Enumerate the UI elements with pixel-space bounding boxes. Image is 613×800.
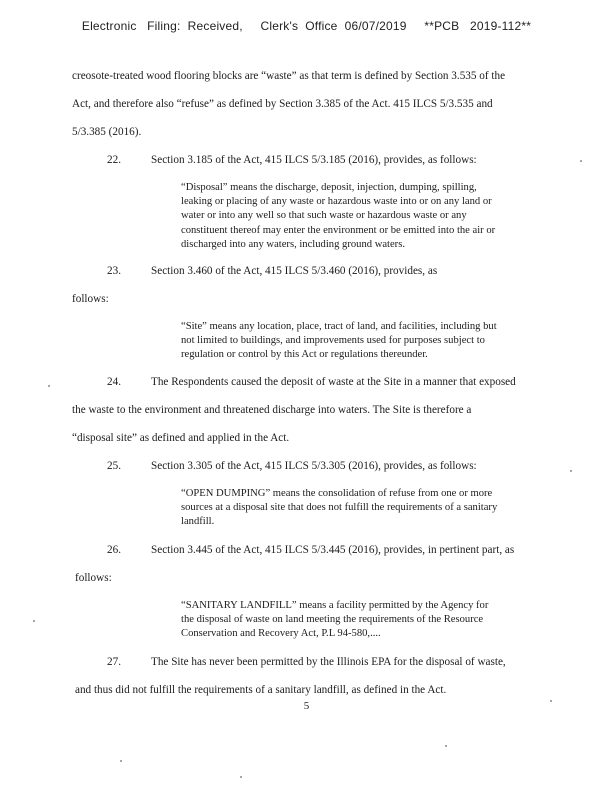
scan-speck bbox=[33, 620, 35, 622]
scan-speck bbox=[48, 385, 50, 387]
paragraph-number: 23. bbox=[107, 265, 121, 277]
paragraph-text: The Site has never been permitted by the Illinois EPA for the disposal of waste, bbox=[151, 656, 506, 668]
intro-line-2: Act, and therefore also “refuse” as defined by Section 3.385 of the Act. 415 ILCS 5/3.535 and bbox=[72, 98, 493, 110]
paragraph-26-continued: follows: bbox=[75, 572, 112, 584]
paragraph-24-line-2: the waste to the environment and threatened discharge into waters. The Site is therefore a bbox=[72, 404, 472, 416]
paragraph-number: 26. bbox=[107, 544, 121, 556]
paragraph-number: 22. bbox=[107, 154, 121, 166]
paragraph-text: Section 3.460 of the Act, 415 ILCS 5/3.460 (2016), provides, as bbox=[151, 265, 438, 277]
paragraph-27-line-2: and thus did not fulfill the requirements of a sanitary landfill, as defined in the Act. bbox=[75, 684, 447, 696]
paragraph-text: Section 3.185 of the Act, 415 ILCS 5/3.185 (2016), provides, as follows: bbox=[151, 154, 477, 166]
paragraph-number: 25. bbox=[107, 460, 121, 472]
intro-line-1: creosote-treated wood flooring blocks are “waste” as that term is defined by Section 3.535 of the bbox=[72, 70, 506, 82]
sanitary-landfill-definition-quote: “SANITARY LANDFILL” means a facility permitted by the Agency for the disposal of waste on land meeting the requirements of the Resource Conservation and Recovery Act, P.L 94-580,.... bbox=[181, 600, 489, 640]
open-dumping-definition-quote: “OPEN DUMPING” means the consolidation of refuse from one or more sources at a disposal site that does not fulfill the requirements of a sanitary landfill. bbox=[181, 488, 498, 528]
paragraph-number: 24. bbox=[107, 376, 121, 388]
scan-speck bbox=[445, 745, 447, 747]
paragraph-number: 27. bbox=[107, 656, 121, 668]
paragraph-27 bbox=[107, 656, 506, 669]
paragraph-25 bbox=[107, 460, 477, 473]
paragraph-23 bbox=[107, 265, 437, 278]
filing-header: Electronic Filing: Received, Clerk's Office 06/07/2019 **PCB 2019-112** bbox=[81, 19, 532, 33]
scan-speck bbox=[550, 700, 552, 702]
paragraph-26 bbox=[107, 544, 514, 557]
site-definition-quote: “Site” means any location, place, tract of land, and facilities, including but not limited to buildings, and improvements used for purposes subject to regulation or control by this Act or regulations thereunder. bbox=[181, 321, 497, 361]
scan-speck bbox=[120, 760, 122, 762]
scan-speck bbox=[240, 776, 242, 778]
paragraph-text: The Respondents caused the deposit of waste at the Site in a manner that exposed bbox=[151, 376, 516, 388]
paragraph-22 bbox=[107, 154, 477, 167]
scan-speck bbox=[570, 470, 572, 472]
paragraph-24-line-3: “disposal site” as defined and applied in the Act. bbox=[72, 432, 290, 444]
paragraph-text: Section 3.305 of the Act, 415 ILCS 5/3.305 (2016), provides, as follows: bbox=[151, 460, 477, 472]
paragraph-text: Section 3.445 of the Act, 415 ILCS 5/3.445 (2016), provides, in pertinent part, as bbox=[151, 544, 515, 556]
disposal-definition-quote: “Disposal” means the discharge, deposit, injection, dumping, spilling, leaking or placing of any waste or hazardous waste into or on any land or water or into any well so that such waste or hazardous waste or any constituent thereof may enter the environment or be emitted into the air or discharged into any waters, including ground waters. bbox=[181, 182, 496, 250]
paragraph-23-continued: follows: bbox=[72, 293, 109, 305]
scan-speck bbox=[580, 160, 582, 162]
intro-line-3: 5/3.385 (2016). bbox=[72, 126, 142, 138]
page-number: 5 bbox=[303, 700, 310, 712]
paragraph-24 bbox=[107, 376, 516, 389]
